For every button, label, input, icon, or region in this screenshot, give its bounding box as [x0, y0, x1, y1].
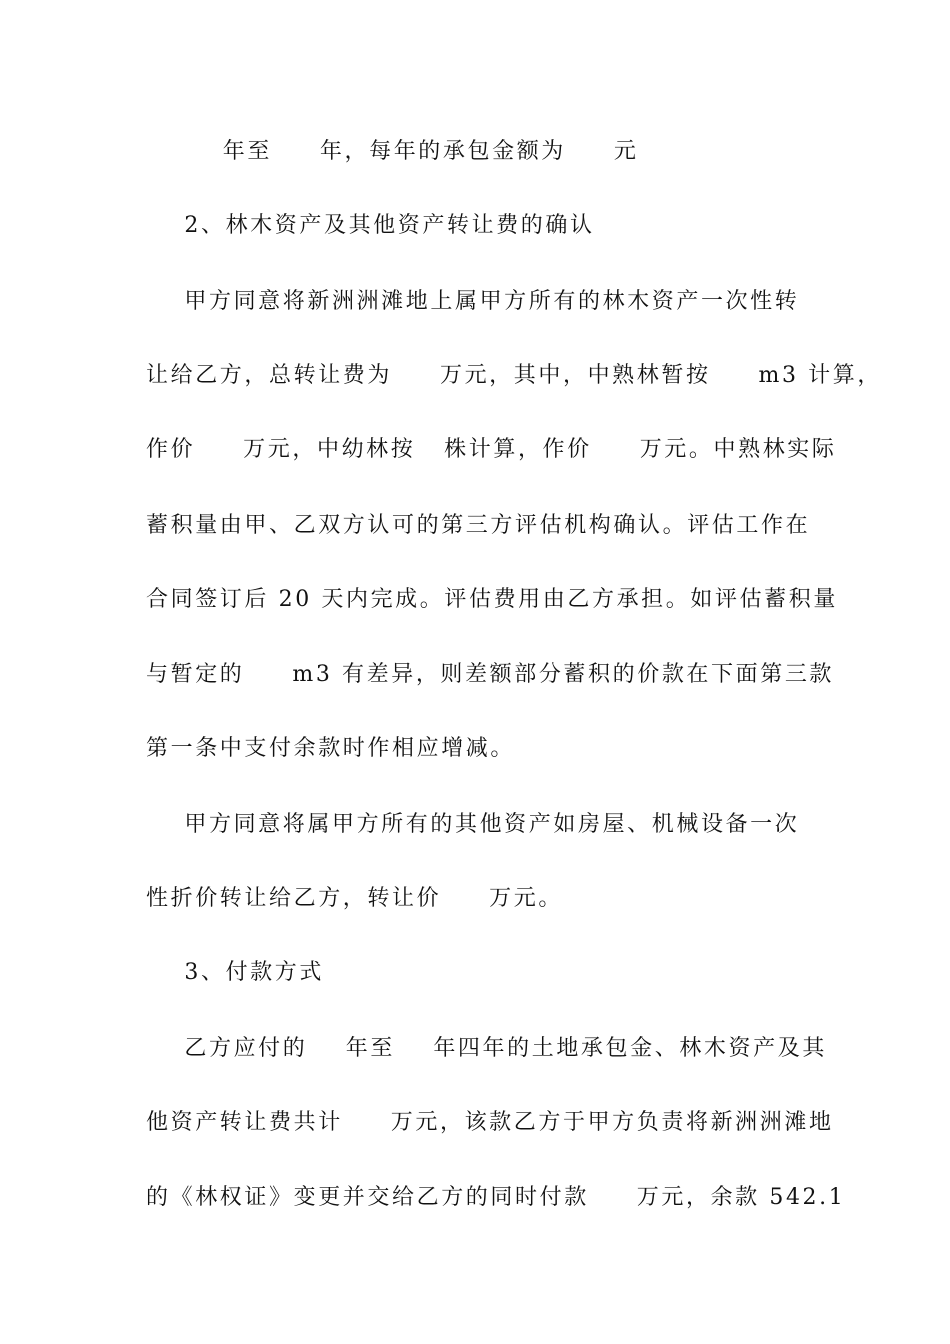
text-line: 乙方应付的 年至 年四年的土地承包金、林木资产及其: [146, 1036, 827, 1061]
text-line: 甲方同意将属甲方所有的其他资产如房屋、机械设备一次: [146, 812, 800, 837]
text-line: 的《林权证》变更并交给乙方的同时付款 万元，余款 542.1: [146, 1185, 846, 1210]
text-line: 性折价转让给乙方，转让价 万元。: [146, 886, 563, 911]
text-line: 让给乙方，总转让费为 万元，其中，中熟林暂按 m3 计算，: [146, 363, 882, 388]
text-line: 作价 万元，中幼林按 株计算，作价 万元。中熟林实际: [146, 437, 837, 462]
text-line: 第一条中支付余款时作相应增减。: [146, 736, 516, 761]
text-line: 与暂定的 m3 有差异，则差额部分蓄积的价款在下面第三款: [146, 662, 835, 687]
section-heading-asset-transfer-fee: 2、林木资产及其他资产转让费的确认: [146, 213, 595, 238]
text-line: 蓄积量由甲、乙双方认可的第三方评估机构确认。评估工作在: [146, 513, 811, 538]
text-line: 甲方同意将新洲洲滩地上属甲方所有的林木资产一次性转: [146, 289, 800, 314]
text-line: 合同签订后 20 天内完成。评估费用由乙方承担。如评估蓄积量: [146, 587, 838, 612]
text-line-contract-term: 年至 年，每年的承包金额为 元: [146, 139, 639, 164]
text-line: 他资产转让费共计 万元，该款乙方于甲方负责将新洲洲滩地: [146, 1110, 834, 1135]
section-heading-payment-method: 3、付款方式: [146, 960, 324, 985]
